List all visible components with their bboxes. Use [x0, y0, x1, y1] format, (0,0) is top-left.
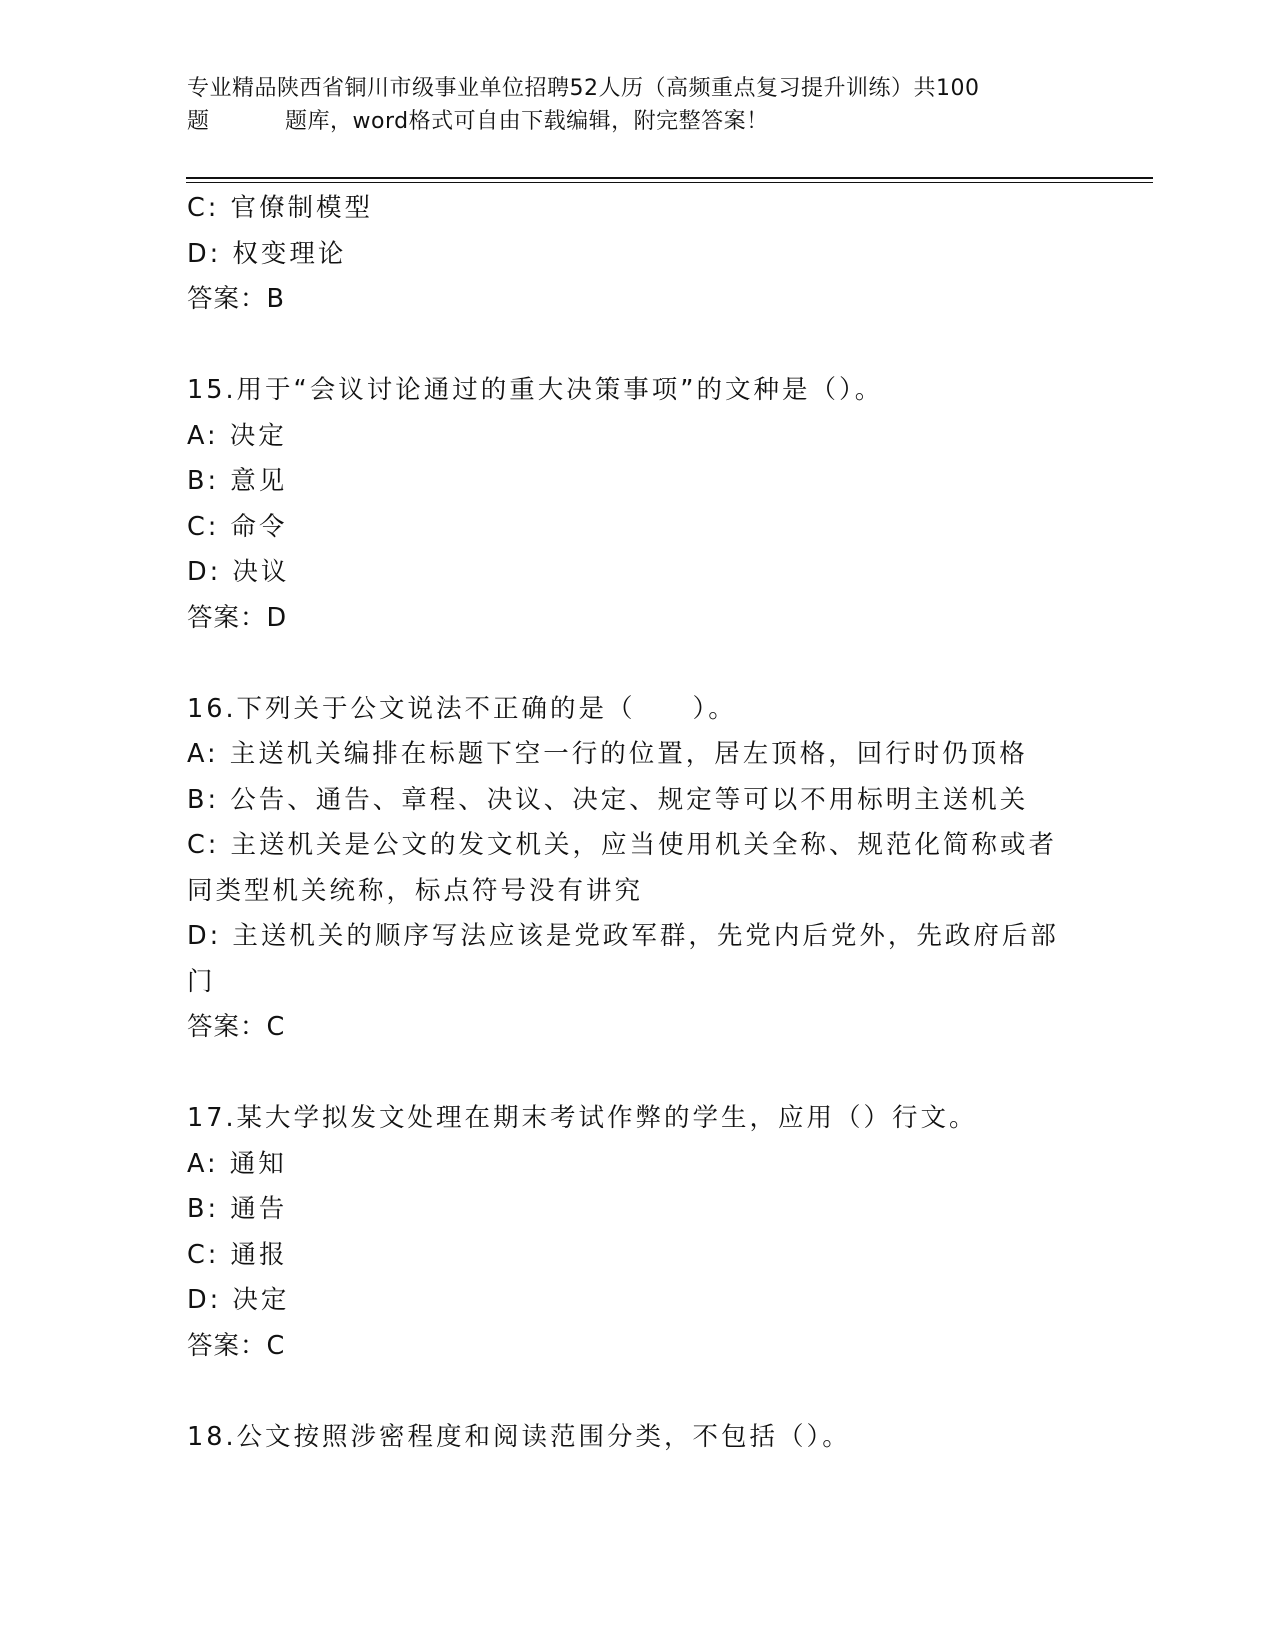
question-line: A: 决定: [187, 420, 287, 451]
question-line: D: 决定: [187, 1285, 290, 1315]
question-line: A: 通知: [187, 1148, 287, 1179]
header-rule-thin: [186, 182, 1153, 183]
block-spacer: [187, 323, 1087, 369]
question-line: C: 通报: [187, 1239, 288, 1270]
answer-line: 答案：C: [187, 1330, 286, 1361]
question-line: 门: [187, 966, 216, 997]
question-line: D: 主送机关的顺序写法应该是党政军群，先党内后党外，先政府后部: [187, 921, 1059, 951]
answer-line: 答案：C: [187, 1012, 286, 1042]
question-stem: 15.用于“会议讨论通过的重大决策事项”的文种是（）。: [187, 375, 884, 405]
question-line: 同类型机关统称，标点符号没有讲究: [187, 875, 644, 906]
question-line: C: 主送机关是公文的发文机关，应当使用机关全称、规范化简称或者: [187, 830, 1058, 860]
header-line-1: 专业精品陕西省铜川市级事业单位招聘52人历（高频重点复习提升训练）共100: [187, 76, 980, 101]
block-spacer: [187, 1369, 1087, 1415]
header-line-2-rest: 题库，word格式可自由下载编辑，附完整答案！: [285, 109, 769, 134]
answer-line: 答案：D: [187, 602, 288, 633]
question-line: B: 意见: [187, 466, 288, 496]
block-spacer: [187, 1051, 1087, 1097]
question-stem: 18.公文按照涉密程度和阅读范围分类，不包括（）。: [187, 1421, 851, 1452]
question-line: B: 通告: [187, 1194, 288, 1224]
header-line-2-start: 题: [187, 109, 210, 134]
question-line: D: 决议: [187, 557, 290, 587]
header-rule-thick: [186, 177, 1153, 179]
question-line: C: 命令: [187, 511, 288, 542]
question-line: C: 官僚制模型: [187, 193, 374, 223]
question-line: A: 主送机关编排在标题下空一行的位置，居左顶格，回行时仍顶格: [187, 739, 1028, 769]
question-content: [187, 186, 1087, 1460]
block-spacer: [187, 641, 1087, 687]
question-line: B: 公告、通告、章程、决议、决定、规定等可以不用标明主送机关: [187, 784, 1029, 815]
question-stem: 17.某大学拟发文处理在期末考试作弊的学生，应用（）行文。: [187, 1103, 978, 1133]
page-header: [187, 72, 1067, 138]
question-stem: 16.下列关于公文说法不正确的是（ ）。: [187, 693, 737, 724]
header-line-2: [187, 105, 1067, 138]
question-line: D: 权变理论: [187, 238, 347, 269]
answer-line: 答案：B: [187, 284, 285, 314]
